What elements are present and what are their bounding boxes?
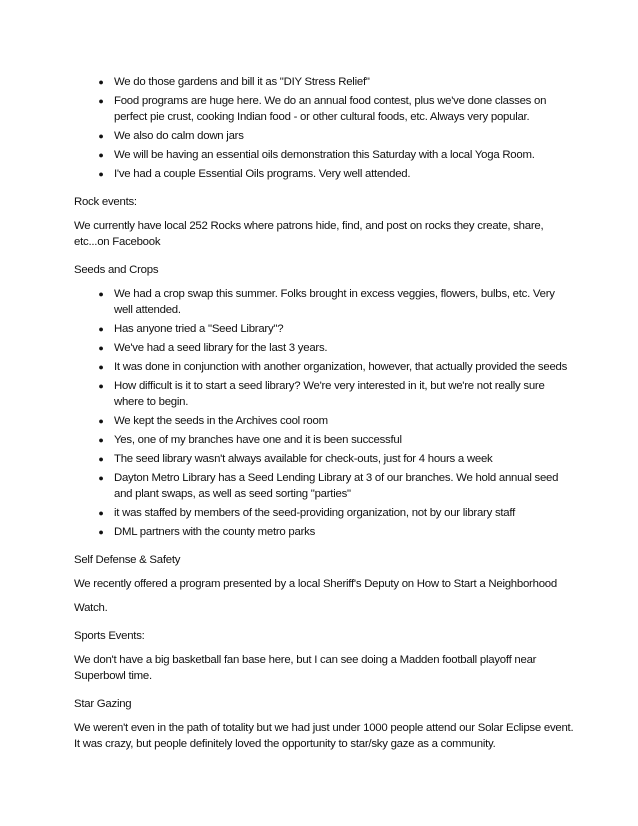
bullet-icon: ●	[98, 454, 104, 464]
list-item-text: We've had a seed library for the last 3 years.	[114, 342, 328, 354]
list-item	[98, 505, 574, 521]
list-item-text: it was staffed by members of the seed-providing organization, not by our library staff	[114, 507, 516, 519]
list-item	[98, 147, 574, 163]
bullet-icon: ●	[98, 381, 104, 391]
list-item	[98, 321, 574, 337]
list-item-text: Food programs are huge here. We do an annual food contest, plus we've done classes on perfect pie crust, cooking Indian food - or other cultural foods, etc. Always very popular.	[114, 95, 547, 123]
list-item-text: Has anyone tried a "Seed Library"?	[114, 323, 284, 335]
list-item	[98, 524, 574, 540]
list-item-text: We had a crop swap this summer. Folks brought in excess veggies, flowers, bulbs, etc. Very well attended.	[114, 288, 555, 316]
section-heading-self-defense: Self Defense & Safety	[74, 554, 181, 566]
bullet-icon: ●	[98, 343, 104, 353]
list-item	[98, 451, 574, 467]
bullet-icon: ●	[98, 473, 104, 483]
bullet-icon: ●	[98, 96, 104, 106]
section-text-rock: We currently have local 252 Rocks where patrons hide, find, and post on rocks they create, share, etc...on Facebook	[74, 220, 544, 248]
list-item	[98, 286, 574, 318]
section-heading-star-gazing: Star Gazing	[74, 698, 132, 710]
bullet-icon: ●	[98, 508, 104, 518]
bullet-icon: ●	[98, 416, 104, 426]
bullet-icon: ●	[98, 131, 104, 141]
list-item-text: Yes, one of my branches have one and it is been successful	[114, 434, 402, 446]
list-item-text: DML partners with the county metro parks	[114, 526, 316, 538]
list-item	[98, 93, 574, 125]
bullet-icon: ●	[98, 169, 104, 179]
list-item	[98, 432, 574, 448]
bullet-icon: ●	[98, 324, 104, 334]
list-item-text: We kept the seeds in the Archives cool room	[114, 415, 328, 427]
list-item-text: We will be having an essential oils demonstration this Saturday with a local Yoga Room.	[114, 149, 535, 161]
list-item	[98, 128, 574, 144]
intro-bullet-list	[74, 74, 574, 182]
list-item	[98, 359, 574, 375]
bullet-icon: ●	[98, 435, 104, 445]
list-item-text: It was done in conjunction with another organization, however, that actually provided the seeds	[114, 361, 568, 373]
section-text-star-gazing: We weren't even in the path of totality but we had just under 1000 people attend our Solar Eclipse event. It was crazy, but people definitely loved the opportunity to star/sky gaze as a community.	[74, 722, 574, 750]
list-item	[98, 166, 574, 182]
bullet-icon: ●	[98, 362, 104, 372]
section-text-self-defense: We recently offered a program presented by a local Sheriff's Deputy on How to Start a Neighborhood	[74, 578, 557, 590]
list-item-text: I've had a couple Essential Oils programs. Very well attended.	[114, 168, 411, 180]
list-item-text: The seed library wasn't always available for check-outs, just for 4 hours a week	[114, 453, 493, 465]
document-body	[74, 64, 574, 762]
section-heading-rock: Rock events:	[74, 196, 137, 208]
list-item-text: We do those gardens and bill it as "DIY Stress Relief"	[114, 76, 370, 88]
list-item-text: How difficult is it to start a seed library? We're very interested in it, but we're not really sure where to begin.	[114, 380, 545, 408]
section-text-sports: We don't have a big basketball fan base here, but I can see doing a Madden football playoff near Superbowl time.	[74, 654, 537, 682]
list-item	[98, 340, 574, 356]
section-text-self-defense-continued: Watch.	[74, 602, 108, 614]
list-item-text: We also do calm down jars	[114, 130, 244, 142]
seeds-bullet-list	[74, 286, 574, 540]
bullet-icon: ●	[98, 77, 104, 87]
bullet-icon: ●	[98, 289, 104, 299]
list-item	[98, 413, 574, 429]
section-heading-seeds: Seeds and Crops	[74, 264, 159, 276]
list-item	[98, 470, 574, 502]
section-heading-sports: Sports Events:	[74, 630, 145, 642]
list-item-text: Dayton Metro Library has a Seed Lending Library at 3 of our branches. We hold annual seed and plant swaps, as well as seed sorting "parties"	[114, 472, 559, 500]
bullet-icon: ●	[98, 150, 104, 160]
bullet-icon: ●	[98, 527, 104, 537]
list-item	[98, 74, 574, 90]
list-item	[98, 378, 574, 410]
